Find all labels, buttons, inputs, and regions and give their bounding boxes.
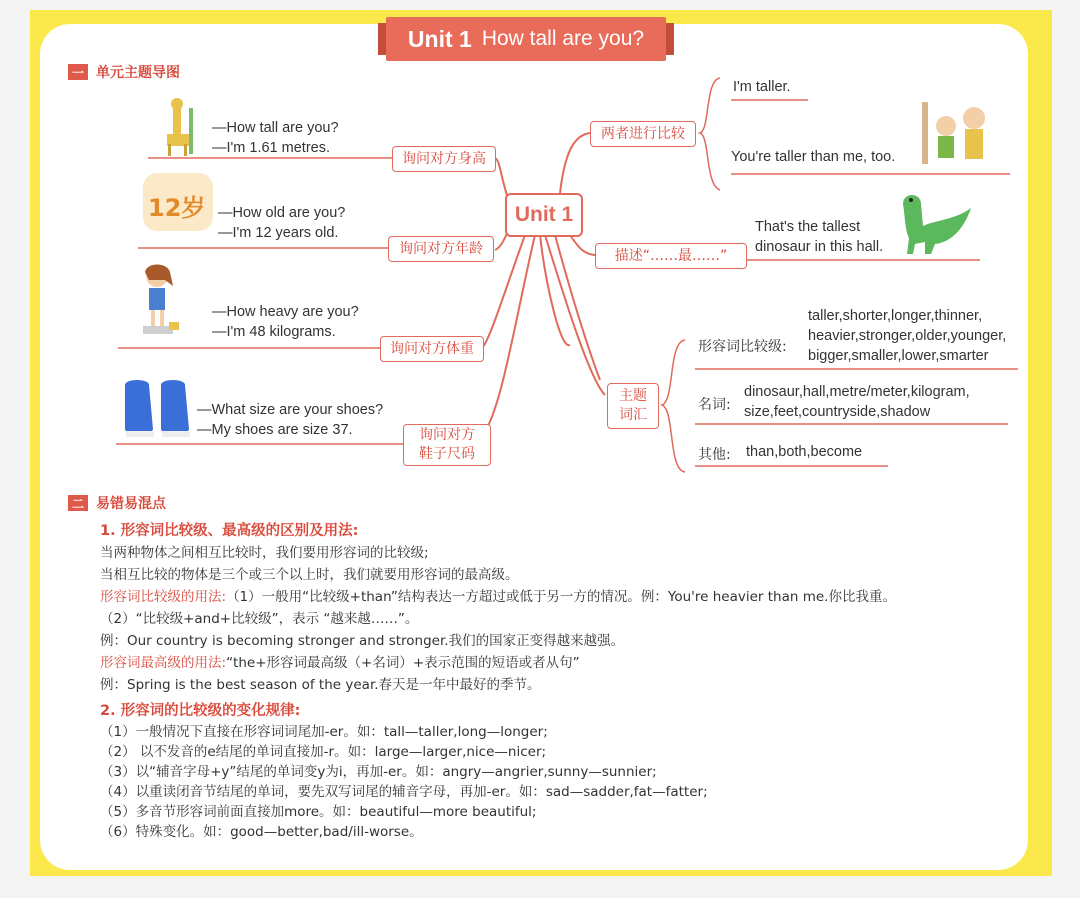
shoes-question: —What size are your shoes? <box>197 402 384 418</box>
two-boys-icon <box>920 100 1000 166</box>
rule-4: （4）以重读闭音节结尾的单词，要先双写词尾的辅音字母，再加-er。如：sad—sadder,fat—fatter; <box>100 784 708 800</box>
rule-5: （5）多音节形容词前面直接加more。如：beautiful—more beautiful; <box>100 804 537 820</box>
sneakers-icon <box>120 375 195 441</box>
comparative-usage-text: （1）一般用“比较级+than”结构表达一方超过或低于另一方的情况。例：You're heavier than me.你比我重。 <box>226 589 896 605</box>
section2-title: 易错易混点 <box>96 496 166 512</box>
height-question: —How tall are you? <box>212 120 339 136</box>
branch-height: 询问对方身高 <box>392 146 496 172</box>
compare-sentence-2: You're taller than me, too. <box>731 149 896 165</box>
rule-2: （2） 以不发音的e结尾的单词直接加-r。如：large—larger,nice—nicer; <box>100 744 547 760</box>
weight-question: —How heavy are you? <box>212 304 359 320</box>
superlative-usage-text: “the+形容词最高级（+名词）+表示范围的短语或者从句” <box>226 655 580 671</box>
branch-shoes-line2: 鞋子尺码 <box>419 446 475 462</box>
branch-vocab-line1: 主题 <box>619 388 647 404</box>
comparative-usage-label: 形容词比较级的用法: <box>100 589 227 605</box>
section1-number: 一 <box>68 64 88 80</box>
section2-heading <box>68 493 166 513</box>
age-answer: —I'm 12 years old. <box>218 225 339 241</box>
points-body <box>100 520 1020 842</box>
dinosaur-icon <box>895 186 977 256</box>
height-answer: —I'm 1.61 metres. <box>212 140 330 156</box>
point-line-7: 例：Spring is the best season of the year.春天是一年中最好的季节。 <box>100 677 541 693</box>
other-line-1: than,both,become <box>746 444 863 460</box>
superlative-sentence-1: That's the tallest <box>755 219 861 235</box>
branch-age: 询问对方年龄 <box>388 236 494 262</box>
weight-answer: —I'm 48 kilograms. <box>212 324 336 340</box>
point-heading-2: 2. 形容词的比较级的变化规律: <box>100 703 301 719</box>
section2-number: 二 <box>68 495 88 511</box>
point-heading-1: 1. 形容词比较级、最高级的区别及用法: <box>100 523 359 539</box>
shoes-answer: —My shoes are size 37. <box>197 422 353 438</box>
adj-line-1: taller,shorter,longer,thinner, <box>808 308 983 324</box>
age-sign-text: 12岁 <box>148 194 206 222</box>
girl-on-scale-icon <box>135 262 183 342</box>
point-line-5: 例：Our country is becoming stronger and stronger.我们的国家正变得越来越强。 <box>100 633 625 649</box>
noun-line-2: size,feet,countryside,shadow <box>744 404 931 420</box>
noun-line-1: dinosaur,hall,metre/meter,kilogram, <box>744 384 970 400</box>
branch-superlative: 描述“……最……” <box>595 243 747 269</box>
branch-weight: 询问对方体重 <box>380 336 484 362</box>
branch-compare: 两者进行比较 <box>590 121 696 147</box>
point-line-4: （2）“比较级+and+比较级”，表示 “越来越……”。 <box>100 611 419 627</box>
rule-6: （6）特殊变化。如：good—better,bad/ill-worse。 <box>100 824 423 840</box>
section1-title: 单元主题导图 <box>96 65 180 81</box>
rule-3: （3）以“辅音字母+y”结尾的单词变y为i，再加-er。如：angry—angrier,sunny—sunnier; <box>100 764 657 780</box>
center-node: Unit 1 <box>505 193 583 237</box>
adj-line-3: bigger,smaller,lower,smarter <box>808 348 989 364</box>
noun-label: 名词: <box>698 397 731 413</box>
branch-shoes-line1: 询问对方 <box>419 427 475 443</box>
branch-vocab <box>607 383 659 429</box>
superlative-sentence-2: dinosaur in this hall. <box>755 239 884 255</box>
unit-label: Unit 1 <box>407 25 472 52</box>
point-line-6 <box>100 652 1020 674</box>
branch-vocab-line2: 词汇 <box>619 407 647 423</box>
branch-shoes <box>403 424 491 466</box>
unit-title: How tall are you? <box>481 27 645 50</box>
other-label: 其他: <box>698 447 731 463</box>
rule-1: （1）一般情况下直接在形容词词尾加-er。如：tall—taller,long—longer; <box>100 724 548 740</box>
superlative-usage-label: 形容词最高级的用法: <box>100 655 227 671</box>
point-line-3 <box>100 586 1020 608</box>
adj-label: 形容词比较级: <box>698 339 787 355</box>
point-line-1: 当两种物体之间相互比较时，我们要用形容词的比较级; <box>100 545 429 561</box>
age-question: —How old are you? <box>218 205 346 221</box>
adj-line-2: heavier,stronger,older,younger, <box>808 328 1007 344</box>
compare-sentence-1: I'm taller. <box>733 79 791 95</box>
giraffe-icon <box>155 98 200 158</box>
point-line-2: 当相互比较的物体是三个或三个以上时，我们就要用形容词的最高级。 <box>100 567 519 583</box>
